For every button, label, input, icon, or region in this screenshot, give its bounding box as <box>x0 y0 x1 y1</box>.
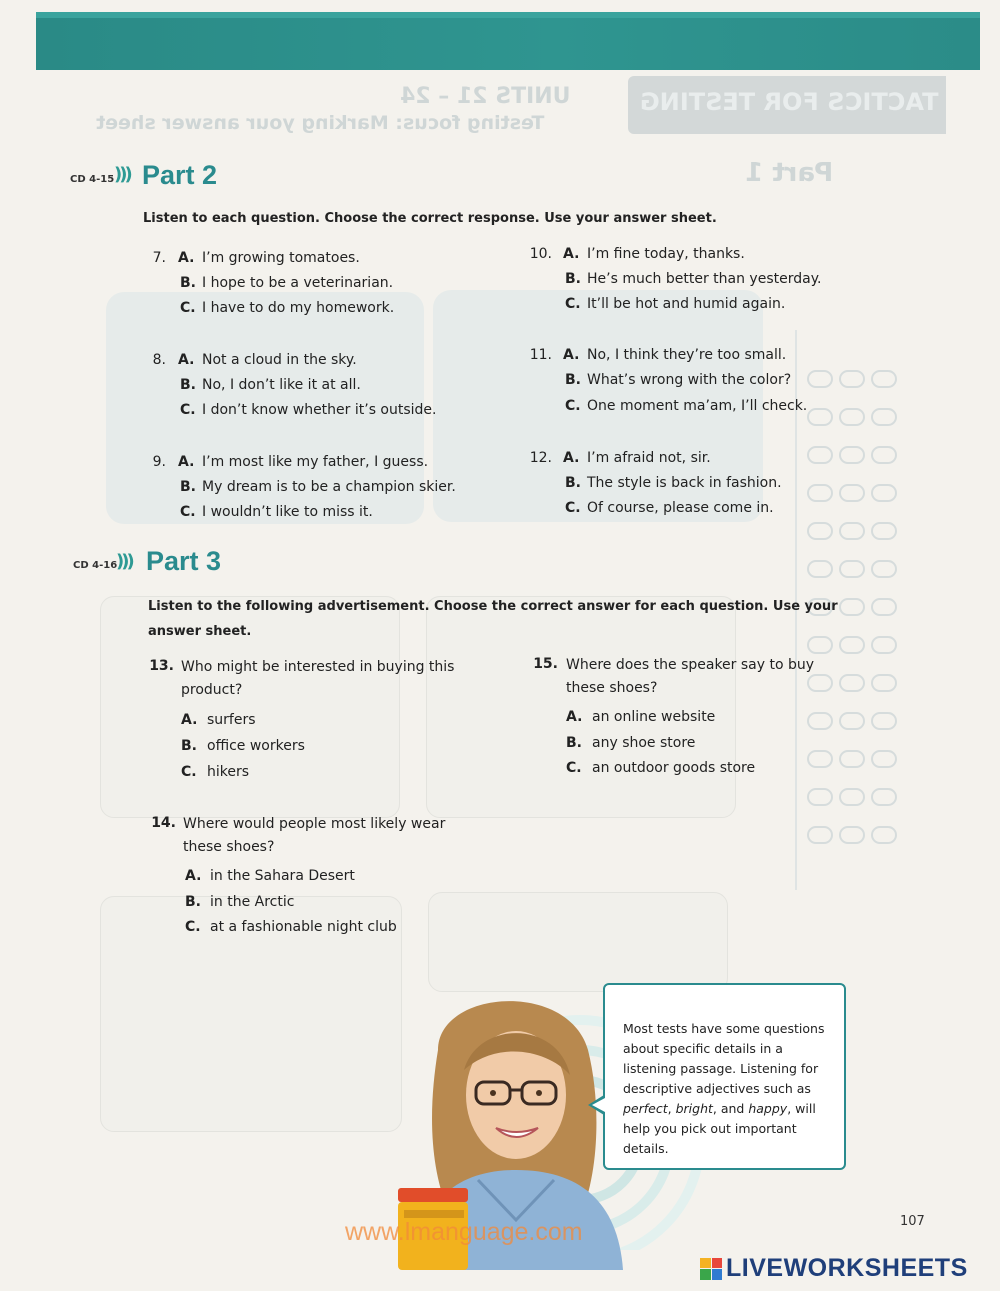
brand-name: LIVEWORKSHEETS <box>726 1254 968 1282</box>
question-number: 7. <box>152 250 166 266</box>
question-number: 14. <box>151 815 176 831</box>
option-letter: A. <box>181 712 198 728</box>
option-text: I’m growing tomatoes. <box>202 250 360 266</box>
tip-line-adjectives <box>623 1099 826 1119</box>
option-text: The style is back in fashion. <box>587 475 782 491</box>
ghost-tab-text: TACTICS FOR TESTING <box>640 88 939 116</box>
option-letter: C. <box>185 919 201 935</box>
question-stem: Who might be interested in buying this <box>181 659 455 675</box>
option-text: It’ll be hot and humid again. <box>587 296 786 312</box>
option-letter: A. <box>563 246 580 262</box>
part2-instruction: Listen to each question. Choose the correct response. Use your answer sheet. <box>143 211 717 226</box>
part2-cd-label: CD 4-15 <box>70 174 115 185</box>
option-text: I wouldn’t like to miss it. <box>202 504 373 520</box>
part2-title: Part 2 <box>142 160 218 190</box>
question-number: 12. <box>529 450 552 466</box>
watermark-url: www.lmanguage.com <box>345 1218 583 1246</box>
header-band <box>36 12 980 70</box>
ghost-units: UNITS 21 – 24 <box>400 84 571 109</box>
option-letter: C. <box>565 398 581 414</box>
tip-line: details. <box>623 1141 669 1156</box>
option-letter: B. <box>180 377 196 393</box>
tip-line: descriptive adjectives such as <box>623 1081 811 1096</box>
part3-instruction-line2: answer sheet. <box>148 624 252 639</box>
question-number: 15. <box>533 656 558 672</box>
option-letter: B. <box>181 738 197 754</box>
option-text: I’m afraid not, sir. <box>587 450 711 466</box>
option-text: I’m fine today, thanks. <box>587 246 745 262</box>
option-letter: B. <box>565 271 581 287</box>
option-text: No, I think they’re too small. <box>587 347 787 363</box>
question-stem: these shoes? <box>183 839 275 855</box>
question-stem: Where does the speaker say to buy <box>566 657 815 673</box>
question-stem: product? <box>181 682 243 698</box>
audio-wave-icon: ))) <box>114 164 130 185</box>
option-text: office workers <box>207 738 305 754</box>
callout-tail-inner <box>592 1098 605 1112</box>
option-text: in the Arctic <box>210 894 295 910</box>
question-number: 13. <box>149 658 174 674</box>
option-text: I hope to be a veterinarian. <box>202 275 394 291</box>
ghost-part1: Part 1 <box>745 158 834 188</box>
tip-line: listening passage. Listening for <box>623 1061 819 1076</box>
option-letter: A. <box>178 454 195 470</box>
option-text: No, I don’t like it at all. <box>202 377 361 393</box>
tip-adjective: perfect <box>623 1101 668 1116</box>
part3-title: Part 3 <box>146 546 222 576</box>
option-letter: C. <box>181 764 197 780</box>
option-text: an online website <box>592 709 716 725</box>
ghost-sketch-d <box>428 892 728 992</box>
option-letter: C. <box>565 296 581 312</box>
tip-separator: , <box>667 1101 676 1116</box>
question-number: 11. <box>529 347 552 363</box>
question-stem: Where would people most likely wear <box>183 816 446 832</box>
ghost-sketch-b <box>426 596 736 818</box>
option-text: at a fashionable night club <box>210 919 397 935</box>
option-letter: A. <box>178 352 195 368</box>
option-letter: A. <box>563 347 580 363</box>
question-number: 8. <box>152 352 166 368</box>
option-letter: A. <box>566 709 583 725</box>
page-number: 107 <box>900 1214 925 1229</box>
tip-adjective: bright <box>675 1101 713 1116</box>
tip-line: Most tests have some questions <box>623 1021 825 1036</box>
tip-separator: , and <box>712 1101 749 1116</box>
tip-separator: , will <box>787 1101 816 1116</box>
option-letter: C. <box>565 500 581 516</box>
option-letter: B. <box>180 479 196 495</box>
option-letter: B. <box>185 894 201 910</box>
option-letter: A. <box>178 250 195 266</box>
liveworksheets-brand[interactable] <box>700 1254 968 1283</box>
part3-instruction-line1: Listen to the following advertisement. Choose the correct answer for each question. Use your <box>148 599 838 614</box>
question-number: 10. <box>529 246 552 262</box>
option-letter: B. <box>180 275 196 291</box>
option-text: My dream is to be a champion skier. <box>202 479 456 495</box>
option-text: One moment ma’am, I’ll check. <box>587 398 808 414</box>
option-text: I’m most like my father, I guess. <box>202 454 429 470</box>
option-letter: C. <box>566 760 582 776</box>
part3-cd-label: CD 4-16 <box>73 560 118 571</box>
tip-callout <box>603 983 846 1170</box>
option-text: an outdoor goods store <box>592 760 756 776</box>
option-letter: B. <box>565 475 581 491</box>
option-text: in the Sahara Desert <box>210 868 355 884</box>
option-letter: C. <box>180 300 196 316</box>
tip-line: help you pick out important <box>623 1121 797 1136</box>
option-letter: C. <box>180 402 196 418</box>
liveworksheets-logo-icon <box>700 1258 722 1280</box>
question-number: 9. <box>152 454 166 470</box>
option-text: Not a cloud in the sky. <box>202 352 357 368</box>
option-text: hikers <box>207 764 250 780</box>
question-stem: these shoes? <box>566 680 658 696</box>
option-text: any shoe store <box>592 735 696 751</box>
tip-line: about specific details in a <box>623 1041 783 1056</box>
option-text: He’s much better than yesterday. <box>587 271 822 287</box>
option-text: I don’t know whether it’s outside. <box>202 402 437 418</box>
option-letter: A. <box>185 868 202 884</box>
option-letter: A. <box>563 450 580 466</box>
option-text: Of course, please come in. <box>587 500 774 516</box>
option-letter: C. <box>180 504 196 520</box>
option-letter: B. <box>566 735 582 751</box>
option-text: What’s wrong with the color? <box>587 372 792 388</box>
tip-adjective: happy <box>748 1101 788 1116</box>
option-text: I have to do my homework. <box>202 300 395 316</box>
audio-wave-icon: ))) <box>116 551 132 572</box>
option-letter: B. <box>565 372 581 388</box>
ghost-focus: Testing focus: Marking your answer sheet <box>96 112 545 134</box>
option-text: surfers <box>207 712 256 728</box>
